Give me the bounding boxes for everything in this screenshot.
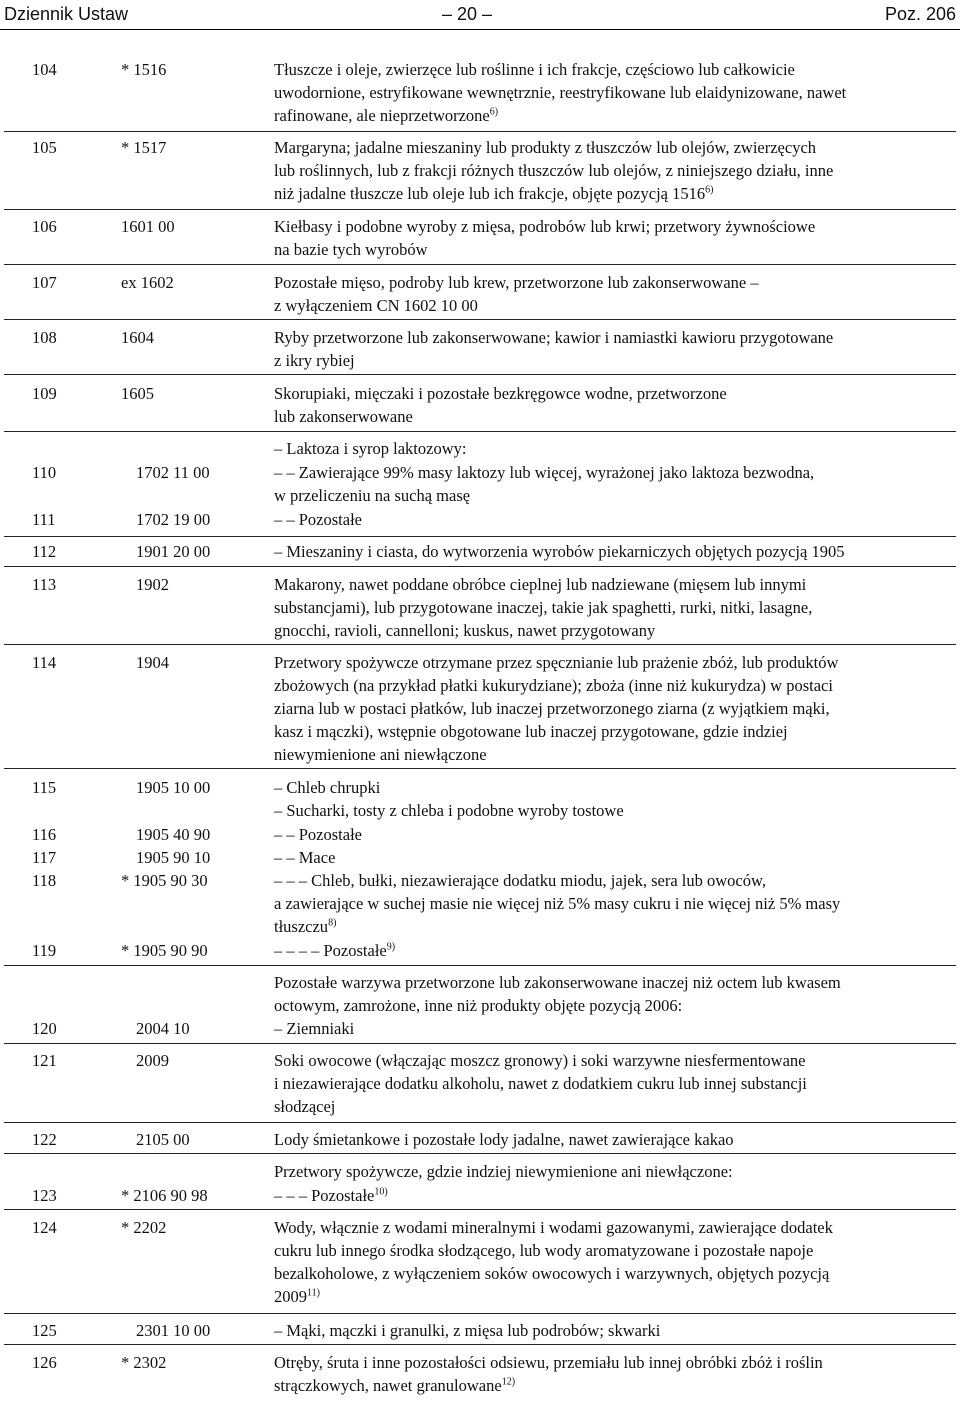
description-line: Lody śmietankowe i pozostałe lody jadalne, nawet zawierające kakao (274, 1130, 734, 1149)
description-line: – – – – Pozostałe$^{9)}$ (274, 941, 396, 960)
cn-code: 1601 00 (121, 217, 175, 236)
description-line: Makarony, nawet poddane obróbce cieplnej lub nadziewane (mięsem lub innymi (274, 575, 807, 594)
cn-code: * 1905 90 30 (121, 871, 208, 890)
description-line: z ikry rybiej (274, 351, 355, 370)
row-divider (4, 768, 956, 769)
description-line: ziarna lub w postaci płatków, lub inaczej przetworzonego ziarna (z wyjątkiem mąki, (274, 699, 830, 718)
position-number: Poz. 206 (884, 4, 956, 24)
description-line: 2009$^{11)}$ (274, 1287, 320, 1306)
description-line: uwodornione, estryfikowane wewnętrznie, reestryfikowane lub elaidynizowane, nawet (274, 83, 847, 102)
description-line: Wody, włącznie z wodami mineralnymi i wodami gazowanymi, zawierające dodatek (274, 1218, 833, 1237)
description-line: – Mieszaniny i ciasta, do wytworzenia wyrobów piekarniczych objętych pozycją 1905 (274, 542, 845, 561)
row-number: 120 (32, 1019, 57, 1038)
footnote-ref: 6) (489, 106, 499, 118)
description-line: niż jadalne tłuszcze lub oleje lub ich frakcje, objęte pozycją 1516$^{6)}$ (274, 184, 714, 203)
footnote-ref: 11) (307, 1287, 320, 1299)
description-line: Kiełbasy i podobne wyroby z mięsa, podrobów lub krwi; przetwory żywnościowe (274, 217, 816, 236)
row-divider (4, 566, 956, 567)
cn-code: 1905 10 00 (136, 778, 211, 797)
description-line: na bazie tych wyrobów (274, 240, 428, 259)
description-line: zbożowych (na przykład płatki kukurydziane); zboża (inne niż kukurydza) w postaci (274, 676, 833, 695)
row-number: 121 (32, 1051, 57, 1070)
row-divider (4, 1313, 956, 1314)
row-number: 123 (32, 1186, 57, 1205)
header-rule (0, 29, 960, 30)
cn-code: 1702 19 00 (136, 510, 211, 529)
description-line: Przetwory spożywcze, gdzie indziej niewymienione ani niewłączone: (274, 1162, 733, 1181)
cn-code: 1604 (121, 328, 154, 347)
cn-code: 1702 11 00 (136, 463, 210, 482)
description-line: słodzącej (274, 1097, 336, 1116)
row-number: 112 (32, 542, 57, 561)
description-line: – – – Chleb, bułki, niezawierające dodatku miodu, jajek, sera lub owoców, (274, 871, 766, 890)
description-line: cukru lub innego środka słodzącego, lub wody aromatyzowane i pozostałe napoje (274, 1241, 814, 1260)
row-number: 108 (32, 328, 57, 347)
row-divider (4, 374, 956, 375)
description-line: Pozostałe warzywa przetworzone lub zakonserwowane inaczej niż octem lub kwasem (274, 973, 841, 992)
row-number: 105 (32, 138, 57, 157)
cn-code: 2009 (136, 1051, 169, 1070)
cn-code: 1905 40 90 (136, 825, 211, 844)
description-line: Skorupiaki, mięczaki i pozostałe bezkręgowce wodne, przetworzone (274, 384, 727, 403)
footnote-ref: 9) (386, 941, 396, 953)
cn-code: 1905 90 10 (136, 848, 211, 867)
row-number: 107 (32, 273, 57, 292)
row-number: 113 (32, 575, 57, 594)
journal-title: Dziennik Ustaw (4, 4, 129, 24)
page-header (0, 0, 960, 30)
row-number: 118 (32, 871, 57, 890)
description-line: – Chleb chrupki (274, 778, 381, 797)
cn-code: * 1905 90 90 (121, 941, 208, 960)
description-line: – – Pozostałe (274, 510, 362, 529)
description-line: substancjami), lub przygotowane inaczej, takie jak spaghetti, rurki, nitki, lasagne, (274, 598, 813, 617)
row-divider (4, 319, 956, 320)
row-divider (4, 965, 956, 966)
row-number: 126 (32, 1353, 57, 1372)
description-line: Margaryna; jadalne mieszaniny lub produkty z tłuszczów lub olejów, zwierzęcych (274, 138, 817, 157)
row-divider (4, 131, 956, 132)
description-line: – – Mace (274, 848, 336, 867)
cn-code: 1605 (121, 384, 154, 403)
description-line: Ryby przetworzone lub zakonserwowane; kawior i namiastki kawioru przygotowane (274, 328, 834, 347)
cn-code: 2105 00 (136, 1130, 190, 1149)
cn-code: 2301 10 00 (136, 1321, 211, 1340)
footnote-ref: 8) (328, 917, 337, 929)
description-line: Przetwory spożywcze otrzymane przez spęcznianie lub prażenie zbóż, lub produktów (274, 653, 839, 672)
description-line: tłuszczu$^{8)}$ (274, 917, 337, 936)
description-line: lub roślinnych, lub z frakcji różnych tłuszczów lub olejów, z niniejszego działu, inne (274, 161, 834, 180)
row-divider (4, 1153, 956, 1154)
row-divider (4, 264, 956, 265)
row-number: 115 (32, 778, 57, 797)
row-number: 109 (32, 384, 57, 403)
row-divider (4, 1209, 956, 1210)
cn-code: * 2202 (121, 1218, 167, 1237)
row-number: 104 (32, 60, 57, 79)
description-line: – Mąki, mączki i granulki, z mięsa lub podrobów; skwarki (274, 1321, 661, 1340)
description-line: Otręby, śruta i inne pozostałości odsiewu, przemiału lub innej obróbki zbóż i roślin (274, 1353, 823, 1372)
row-number: 122 (32, 1130, 57, 1149)
row-number: 124 (32, 1218, 57, 1237)
footnote-ref: 12) (501, 1376, 516, 1388)
row-number: 114 (32, 653, 57, 672)
row-number: 116 (32, 825, 57, 844)
row-number: 125 (32, 1321, 57, 1340)
row-number: 106 (32, 217, 57, 236)
description-line: gnocchi, ravioli, cannelloni; kuskus, nawet przygotowany (274, 621, 656, 640)
row-divider (4, 1043, 956, 1044)
cn-code: 1902 (136, 575, 169, 594)
row-divider (4, 1344, 956, 1345)
row-divider (4, 431, 956, 432)
description-line: niewymienione ani niewłączone (274, 745, 487, 764)
description-line: Pozostałe mięso, podroby lub krew, przetworzone lub zakonserwowane – (274, 273, 759, 292)
page-number: – 20 – (442, 4, 493, 24)
description-line: a zawierające w suchej masie nie więcej niż 5% masy cukru i nie więcej niż 5% masy (274, 894, 841, 913)
cn-code: * 2302 (121, 1353, 167, 1372)
cn-code: * 2106 90 98 (121, 1186, 208, 1205)
description-line: lub zakonserwowane (274, 407, 413, 426)
row-number: 110 (32, 463, 57, 482)
description-line: – Sucharki, tosty z chleba i podobne wyroby tostowe (274, 801, 624, 820)
description-line: – Ziemniaki (274, 1019, 355, 1038)
row-divider (4, 209, 956, 210)
description-line: w przeliczeniu na suchą masę (274, 486, 471, 505)
description-line: i niezawierające dodatku alkoholu, nawet z dodatkiem cukru lub innej substancji (274, 1074, 807, 1093)
row-divider (4, 1122, 956, 1123)
row-number: 119 (32, 941, 57, 960)
cn-code: * 1517 (121, 138, 167, 157)
description-line: Soki owocowe (włączając moszcz gronowy) i soki warzywne niesfermentowane (274, 1051, 806, 1070)
description-line: rafinowane, ale nieprzetworzone$^{6)}$ (274, 106, 499, 125)
description-line: – – Zawierające 99% masy laktozy lub więcej, wyrażonej jako laktoza bezwodna, (274, 463, 815, 482)
row-number: 111 (32, 510, 56, 529)
cn-code: ex 1602 (121, 273, 174, 292)
description-line: kasz i mączki), wstępnie obgotowane lub inaczej przygotowane, gdzie indziej (274, 722, 788, 741)
description-line: octowym, zamrożone, inne niż produkty objęte pozycją 2006: (274, 996, 683, 1015)
description-line: – – Pozostałe (274, 825, 362, 844)
description-line: z wyłączeniem CN 1602 10 00 (274, 296, 478, 315)
description-line: Tłuszcze i oleje, zwierzęce lub roślinne i ich frakcje, częściowo lub całkowicie (274, 60, 795, 79)
description-line: strączkowych, nawet granulowane$^{12)}$ (274, 1376, 516, 1395)
cn-code: 1901 20 00 (136, 542, 211, 561)
description-line: – Laktoza i syrop laktozowy: (274, 439, 467, 458)
cn-code: 1904 (136, 653, 169, 672)
description-line: bezalkoholowe, z wyłączeniem soków owocowych i warzywnych, objętych pozycją (274, 1264, 830, 1283)
row-number: 117 (32, 848, 57, 867)
cn-code: 2004 10 (136, 1019, 190, 1038)
footnote-ref: 10) (374, 1186, 388, 1198)
description-line: – – – Pozostałe$^{10)}$ (274, 1186, 388, 1205)
cn-code: * 1516 (121, 60, 167, 79)
footnote-ref: 6) (705, 184, 714, 196)
row-divider (4, 536, 956, 537)
row-divider (4, 644, 956, 645)
